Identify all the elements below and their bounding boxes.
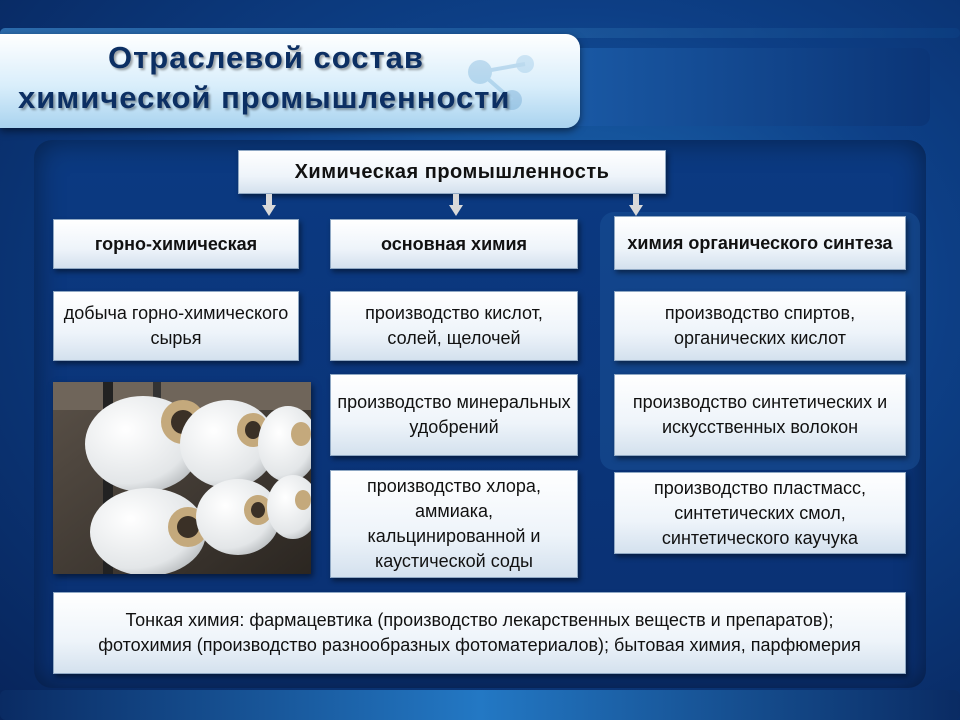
page-title-line-2: химической промышленности bbox=[18, 80, 511, 115]
down-arrow-icon bbox=[629, 194, 643, 216]
branch-organic-synthesis: химия органического синтеза bbox=[614, 216, 906, 270]
item-mineral-fertilizers: производство минеральных удобрений bbox=[330, 374, 578, 456]
item-chlorine-ammonia-soda: производство хлора, аммиака, кальцинированной и каустической соды bbox=[330, 470, 578, 578]
fine-chemistry-box: Тонкая химия: фармацевтика (производство лекарственных веществ и препаратов); фотохимия (производство разнообразных фотоматериалов); бытовая химия, парфюмерия bbox=[53, 592, 906, 674]
background-bar bbox=[560, 48, 930, 126]
item-synthetic-fibers: производство синтетических и искусственных волокон bbox=[614, 374, 906, 456]
item-alcohols-organic-acids: производство спиртов, органических кислот bbox=[614, 291, 906, 361]
item-acids-salts-alkalis: производство кислот, солей, щелочей bbox=[330, 291, 578, 361]
page-title-line-1: Отраслевой состав bbox=[108, 40, 424, 75]
down-arrow-icon bbox=[262, 194, 276, 216]
root-node: Химическая промышленность bbox=[238, 150, 666, 194]
title-banner bbox=[0, 34, 580, 128]
branch-basic-chemistry: основная химия bbox=[330, 219, 578, 269]
item-mining-raw-materials: добыча горно-химического сырья bbox=[53, 291, 299, 361]
down-arrow-icon bbox=[449, 194, 463, 216]
background-bottom-band bbox=[0, 690, 960, 720]
yarn-spools-image bbox=[53, 382, 311, 574]
branch-mining-chemistry: горно-химическая bbox=[53, 219, 299, 269]
item-plastics-resins-rubber: производство пластмасс, синтетических смол, синтетического каучука bbox=[614, 472, 906, 554]
